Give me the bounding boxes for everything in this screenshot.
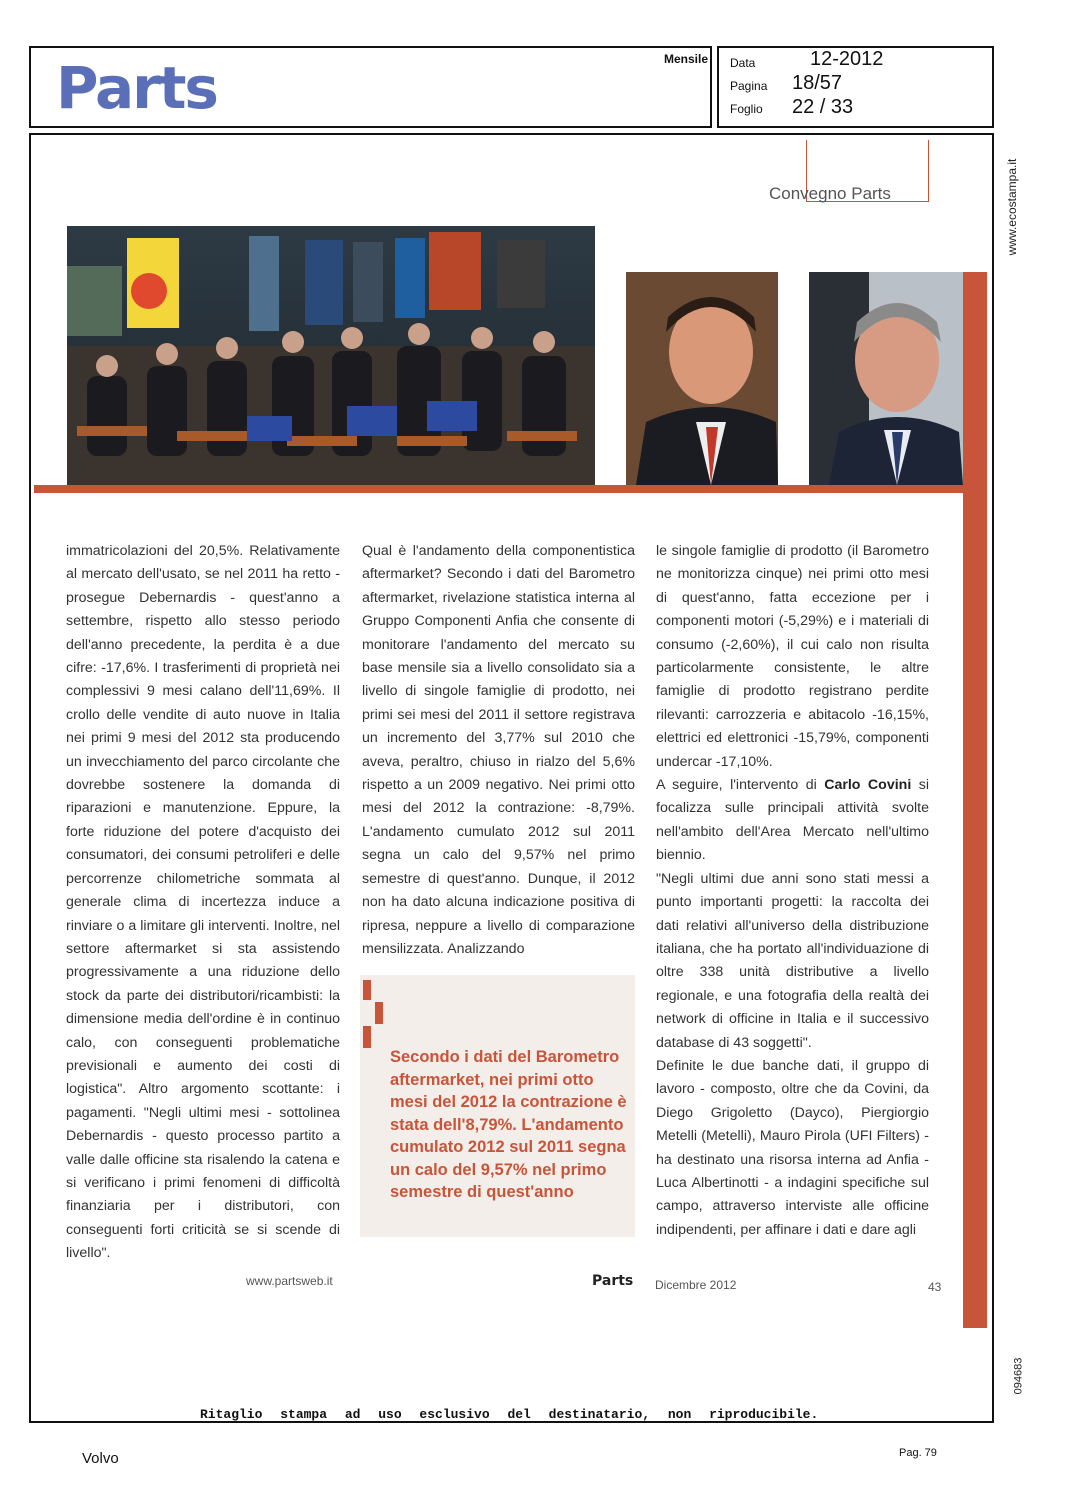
clip-code: 094683	[1012, 1357, 1025, 1395]
parts-logo: Parts	[56, 54, 217, 122]
footer-page-number: 43	[928, 1280, 942, 1294]
speaker-photo-1	[626, 272, 778, 485]
accent-bar-vertical	[963, 272, 987, 1328]
speaker-name: Carlo Covini	[824, 777, 912, 794]
quote-mark-2	[375, 1002, 383, 1024]
para-b-rest: si focalizza sulle principali attività svolte nell'ambito dell'Area Mercato nell'ultimo biennio.	[656, 777, 929, 864]
accent-bar-horizontal	[34, 485, 987, 493]
pull-quote-text: Secondo i dati del Barometro aftermarket, nei primi otto mesi del 2012 la contrazione è stata dell'8,79%. L'andamento cumulato 2012 sul 2011 segna un calo del 9,57% nel primo semestre di quest'anno	[390, 1048, 627, 1201]
quote-mark-1	[363, 980, 371, 1000]
pagina-label: Pagina	[730, 79, 768, 93]
client-name: Volvo	[82, 1450, 119, 1467]
footer-brand: Parts	[592, 1273, 634, 1289]
foglio-value: 22 / 33	[792, 96, 854, 118]
ecostampa-url: www.ecostampa.it	[1005, 158, 1019, 256]
data-value: 12-2012	[810, 48, 884, 70]
title-rule-right	[928, 140, 929, 202]
audience-photo	[67, 226, 595, 485]
footer-issue: Dicembre 2012	[655, 1278, 737, 1292]
column-1-text: immatricolazioni del 20,5%. Relativamente al mercato dell'usato, se nel 2011 ha retto - prosegue Debernardis - quest'anno a settembre, rispetto allo stesso periodo dell'anno precedente, la perdita è a due cifre: -17,6%. I trasferimenti di proprietà nei complessivi 9 mesi calano dell'11,69%. Il crollo delle vendite di auto nuove in Italia nei primi 9 mesi del 2012 sta producendo un invecchiamento del parco circolante che dovrebbe sostenere la domanda di riparazioni e manutenzione. Eppure, la forte riduzione del potere d'acquisto dei consumatori, dei consumi petroliferi e delle percorrenze chilometriche sommata al generale clima di incertezza induce a rinviare o a limitare gli interventi. Inoltre, nel settore aftermarket si sta assistendo progressivamente a una riduzione dello stock da parte dei distributori/ricambisti: la dimensione media dell'ordine è in continuo calo, con conseguenti problematiche previsionali e aumento dei costi di logistica". Altro argomento scottante: i pagamenti. "Negli ultimi mesi - sottolinea Debernardis - questo processo partito a valle dalle officine sta risalendo la catena e si verificano i primi fenomeni di difficoltà finanziaria per i distributori, con conseguenti forti criticità se si scende di livello".	[66, 543, 340, 1262]
column-3-para-a: le singole famiglie di prodotto (il Barometro ne monitorizza cinque) nei primi otto mesi di quest'anno, fatta eccezione per i componenti motori (-5,29%) e i materiali di consumo (-2,60%), il cui calo non risulta particolarmente consistente, le altre famiglie di prodotto registrano perdite rilevanti: carrozzeria e abitacolo -16,15%, elettrici ed elettronici -15,79%, componenti undercar -17,10%.	[656, 543, 929, 770]
column-3-para-c: "Negli ultimi due anni sono stati messi a punto importanti progetti: la raccolta dei dati relativi all'universo della distribuzione italiana, che ha portato all'individuazione di oltre 338 unità distributive a livello regionale, e una fotografia della realtà dei network di officine in Italia e il successivo database di 43 soggetti".	[656, 870, 929, 1051]
quote-mark-3	[363, 1026, 371, 1048]
archive-page: Pag. 79	[899, 1447, 937, 1459]
article-column-3	[656, 540, 929, 1242]
column-3-para-d: Definite le due banche dati, il gruppo di lavoro - composto, oltre che da Covini, da Diego Grigoletto (Dayco), Piergiorgio Metelli (Metelli), Mauro Pirola (UFI Filters) - ha destinato una risorsa interna ad Anfia - Luca Albertinotti - a indagini specifiche sul campo, attraverso interviste alle officine indipendenti, per affinare i dati e dare agli	[656, 1057, 929, 1238]
pagina-value: 18/57	[792, 72, 843, 94]
disclaimer: Ritaglio stampa ad uso esclusivo del destinatario, non riproducibile.	[200, 1407, 819, 1422]
column-2-text: Qual è l'andamento della componentistica aftermarket? Secondo i dati del Barometro aftermarket, rivelazione statistica interna al Gruppo Componenti Anfia che consente di monitorare l'andamento del mercato su base mensile sia a livello consolidato sia a livello di singole famiglie di prodotto, nei primi sei mesi del 2011 il settore registrava un incremento del 3,77% sul 2010 che aveva, peraltro, chiuso in rialzo del 5,6% rispetto a un 2009 negativo. Nei primi otto mesi del 2012 la contrazione: -8,79%. L'andamento cumulato 2012 sul 2011 segna un calo del 9,57% nel primo semestre di quest'anno. Dunque, il 2012 non ha dato alcuna indicazione positiva di ripresa, neppure a livello di comparazione mensilizzata. Analizzando	[362, 543, 635, 957]
article-column-2	[362, 540, 635, 961]
data-label: Data	[730, 56, 756, 70]
speaker-photo-2	[809, 272, 963, 485]
footer-website: www.partsweb.it	[246, 1274, 333, 1288]
foglio-label: Foglio	[730, 102, 763, 116]
article-column-1	[66, 540, 340, 1266]
para-b-intro: A seguire, l'intervento di	[656, 777, 825, 794]
section-title: Convegno Parts	[769, 184, 891, 203]
frequency-label: Mensile	[664, 52, 709, 66]
column-3-para-b	[656, 774, 929, 868]
